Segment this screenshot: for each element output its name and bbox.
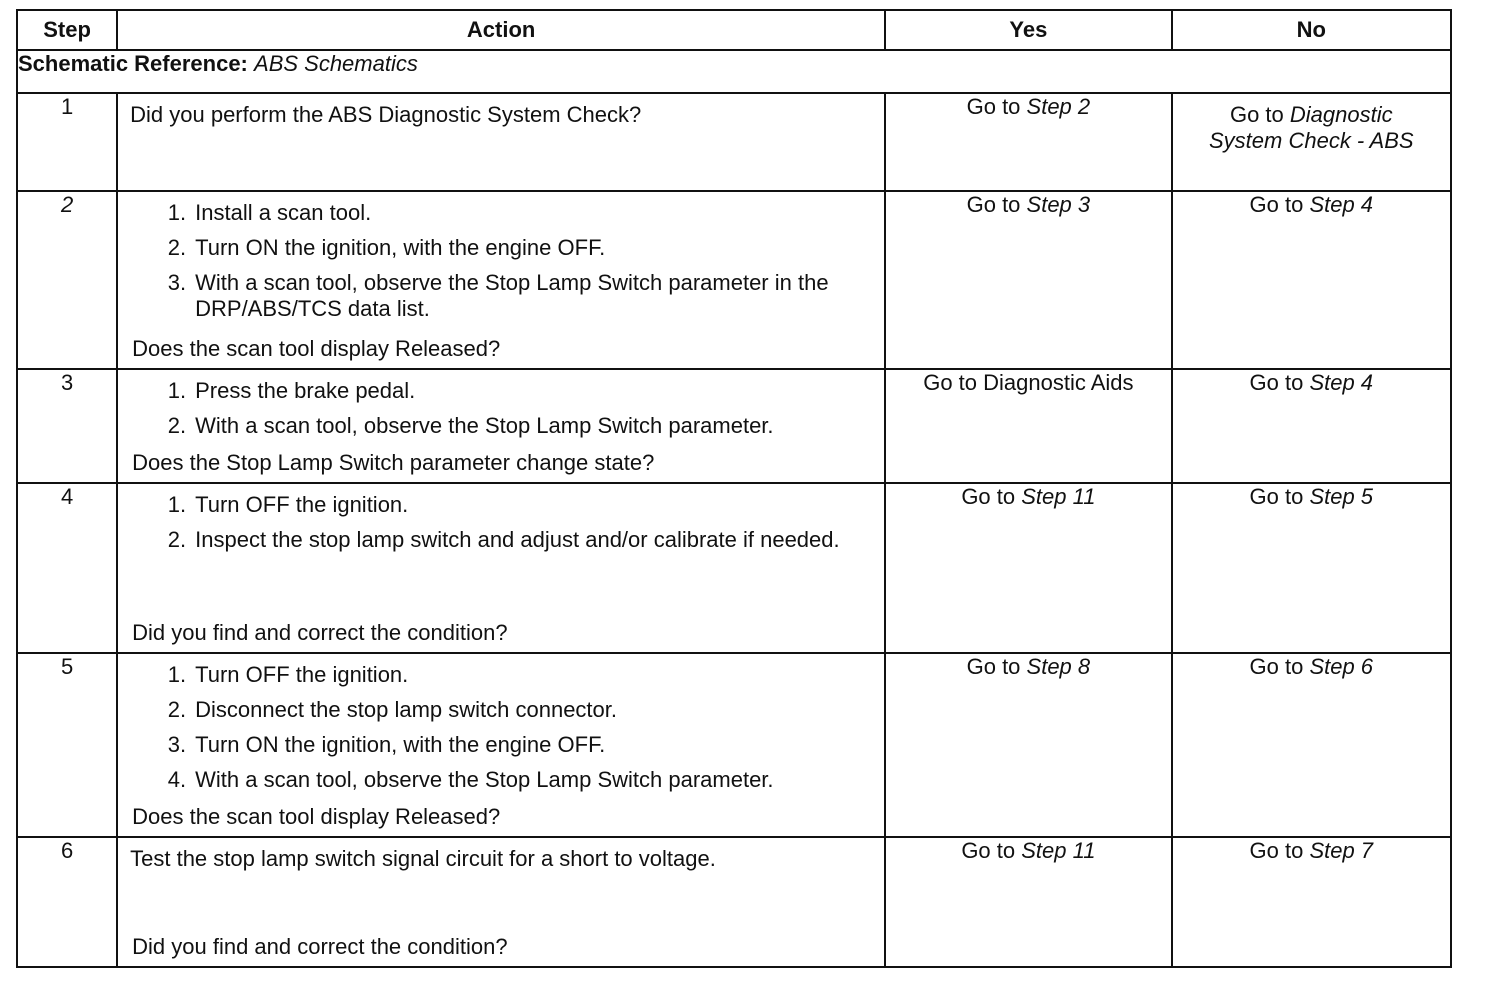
action-cell (117, 483, 885, 653)
step-number: 1 (17, 93, 117, 191)
step-number: 5 (17, 653, 117, 837)
action-item: 2. Disconnect the stop lamp switch connector. (167, 697, 618, 722)
table-row (17, 93, 1451, 191)
action-question: Did you find and correct the condition? (132, 620, 508, 645)
table-row (17, 483, 1451, 653)
diagnostic-table (16, 9, 1452, 968)
header-yes: Yes (885, 10, 1171, 50)
step-number: 4 (17, 483, 117, 653)
no-cell (1172, 483, 1451, 653)
action-cell (117, 369, 885, 483)
schematic-label: Schematic Reference: (18, 51, 248, 76)
header-no: No (1172, 10, 1451, 50)
yes-cell (885, 191, 1171, 369)
action-question: Did you find and correct the condition? (132, 934, 508, 959)
no-step-link[interactable]: Step 7 (1309, 838, 1374, 863)
action-question: Does the Stop Lamp Switch parameter change state? (132, 450, 655, 475)
yes-step-link[interactable]: Step 11 (1021, 838, 1096, 863)
yes-prefix: Go to (966, 654, 1027, 679)
header-action: Action (117, 10, 885, 50)
table-row (17, 369, 1451, 483)
action-cell (117, 653, 885, 837)
schematic-link[interactable]: ABS Schematics (254, 51, 418, 76)
action-text: Test the stop lamp switch signal circuit for a short to voltage. (130, 846, 716, 871)
action-item: 2. Turn ON the ignition, with the engine OFF. (167, 235, 606, 260)
yes-prefix: Go to (966, 94, 1027, 119)
yes-cell (885, 653, 1171, 837)
action-cell (117, 93, 885, 191)
yes-prefix: Go to (961, 484, 1022, 509)
yes-cell (885, 837, 1171, 967)
yes-prefix: Go to (966, 192, 1027, 217)
yes-step-link[interactable]: Step 11 (1021, 484, 1096, 509)
action-question: Does the scan tool display Released? (132, 804, 501, 829)
action-item: 1. Press the brake pedal. (167, 378, 416, 403)
schematic-row (17, 50, 1451, 93)
action-item: 1. Install a scan tool. (167, 200, 372, 225)
step-number: 3 (17, 369, 117, 483)
step-number: 6 (17, 837, 117, 967)
action-item: 2. Inspect the stop lamp switch and adjust and/or calibrate if needed. (167, 527, 840, 552)
yes-step-link[interactable]: Step 2 (1026, 94, 1091, 119)
header-step: Step (17, 10, 117, 50)
action-item: 3. Turn ON the ignition, with the engine OFF. (167, 732, 606, 757)
no-cell (1172, 369, 1451, 483)
yes-step-link[interactable]: Step 3 (1026, 192, 1091, 217)
no-prefix: Go to (1249, 484, 1310, 509)
yes-cell (885, 93, 1171, 191)
action-item: 2. With a scan tool, observe the Stop Lamp Switch parameter. (167, 413, 774, 438)
no-step-link[interactable]: Step 4 (1309, 192, 1374, 217)
no-cell (1172, 191, 1451, 369)
action-text: Did you perform the ABS Diagnostic System Check? (130, 102, 642, 127)
yes-prefix: Go to (961, 838, 1022, 863)
no-prefix: Go to (1249, 192, 1310, 217)
action-cell (117, 837, 885, 967)
no-prefix: Go to (1249, 654, 1310, 679)
table-row (17, 191, 1451, 369)
yes-cell (885, 369, 1171, 483)
schematic-reference (17, 50, 1451, 93)
header-row (17, 10, 1451, 50)
action-item: 4. With a scan tool, observe the Stop Lamp Switch parameter. (167, 767, 774, 792)
action-item: 3. With a scan tool, observe the Stop Lamp Switch parameter in the DRP/ABS/TCS data list. (167, 270, 829, 321)
step-number: 2 (17, 191, 117, 369)
no-cell (1172, 837, 1451, 967)
no-link-line1[interactable]: Diagnostic (1289, 102, 1393, 127)
no-link-line2[interactable]: System Check - ABS (1209, 128, 1414, 153)
no-step-link[interactable]: Step 5 (1309, 484, 1374, 509)
yes-step-link[interactable]: Step 8 (1026, 654, 1091, 679)
action-item: 1. Turn OFF the ignition. (167, 662, 409, 687)
action-question: Does the scan tool display Released? (132, 336, 501, 361)
no-cell (1172, 93, 1451, 191)
no-step-link[interactable]: Step 4 (1309, 370, 1374, 395)
no-prefix: Go to (1229, 102, 1290, 127)
no-prefix: Go to (1249, 370, 1310, 395)
no-prefix: Go to (1249, 838, 1310, 863)
no-step-link[interactable]: Step 6 (1309, 654, 1374, 679)
action-cell (117, 191, 885, 369)
action-item: 1. Turn OFF the ignition. (167, 492, 409, 517)
no-cell (1172, 653, 1451, 837)
table-row (17, 653, 1451, 837)
table-row (17, 837, 1451, 967)
yes-cell (885, 483, 1171, 653)
yes-diagnostic-aids-link[interactable]: Go to Diagnostic Aids (923, 370, 1134, 395)
